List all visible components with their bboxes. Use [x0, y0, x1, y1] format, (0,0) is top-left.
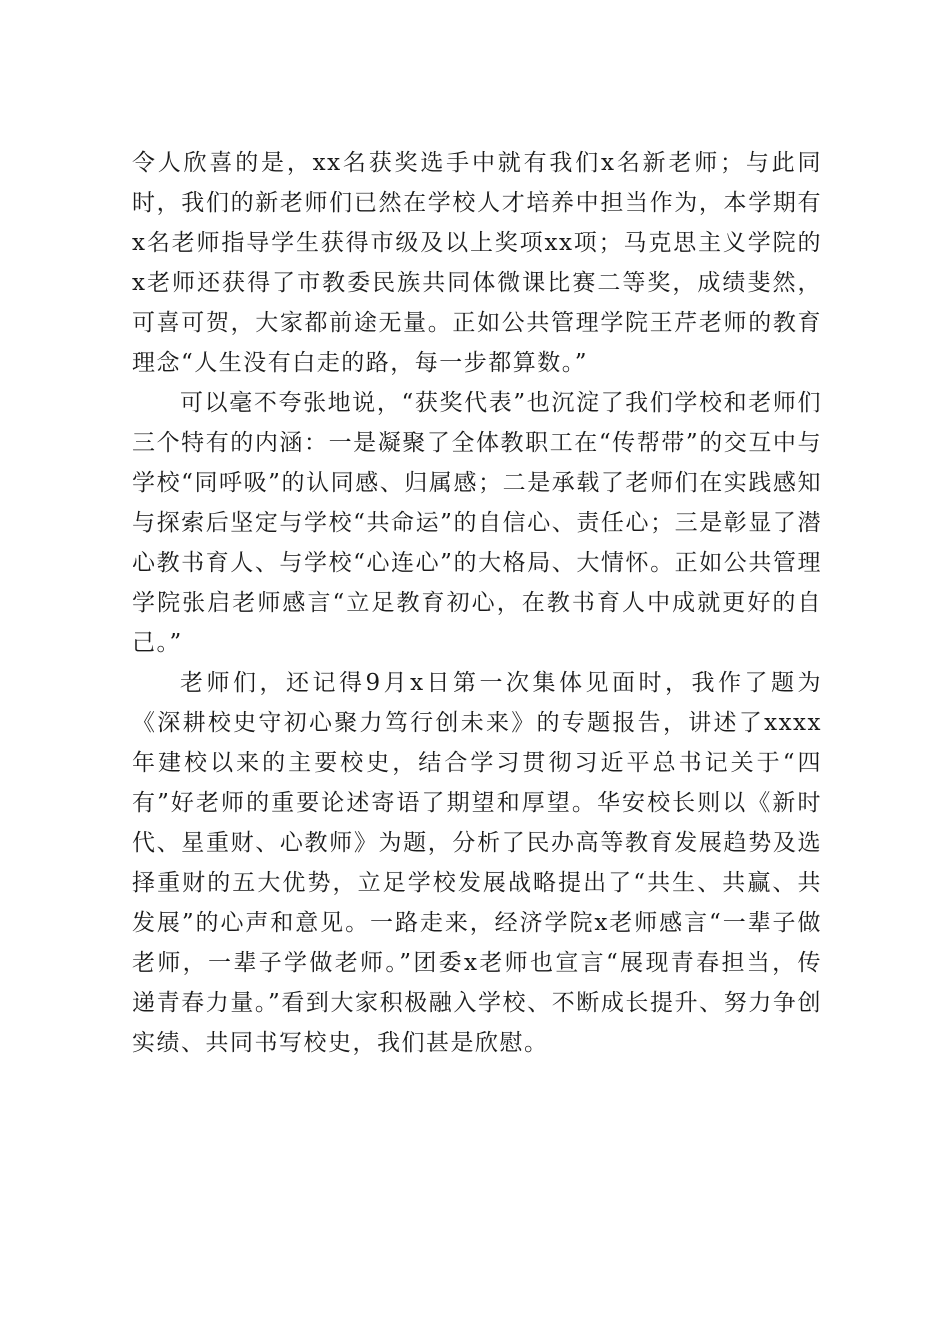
paragraph-awards: 令人欣喜的是，xx名获奖选手中就有我们x名新老师；与此同时，我们的新老师们已然在学校人才培养中担当作为，本学期有x名老师指导学生获得市级及以上奖项xx项；马克思主义学院的x老师还获得了市教委民族共同体微课比赛二等奖，成绩斐然，可喜可贺，大家都前途无量。正如公共管理学院王芹老师的教育理念“人生没有白走的路，每一步都算数。”	[132, 150, 822, 376]
paragraph-connotation: 可以毫不夸张地说，“获奖代表”也沉淀了我们学校和老师们三个特有的内涵：一是凝聚了全体教职工在“传帮带”的交互中与学校“同呼吸”的认同感、归属感；二是承载了老师们在实践感知与探索后坚定与学校“共命运”的自信心、责任心；三是彰显了潜心教书育人、与学校“心连心”的大格局、大情怀。正如公共管理学院张启老师感言“立足教育初心，在教书育人中成就更好的自己。”	[132, 390, 822, 656]
document-body	[132, 143, 822, 1063]
paragraph-history: 老师们，还记得9月x日第一次集体见面时，我作了题为《深耕校史守初心聚力笃行创未来》的专题报告，讲述了xxxx年建校以来的主要校史，结合学习贯彻习近平总书记关于“四有”好老师的重要论述寄语了期望和厚望。华安校长则以《新时代、星重财、心教师》为题，分析了民办高等教育发展趋势及选择重财的五大优势，立足学校发展战略提出了“共生、共赢、共发展”的心声和意见。一路走来，经济学院x老师感言“一辈子做老师，一辈子学做老师。”团委x老师也宣言“展现青春担当，传递青春力量。”看到大家积极融入学校、不断成长提升、努力争创实绩、共同书写校史，我们甚是欣慰。	[132, 670, 822, 1056]
